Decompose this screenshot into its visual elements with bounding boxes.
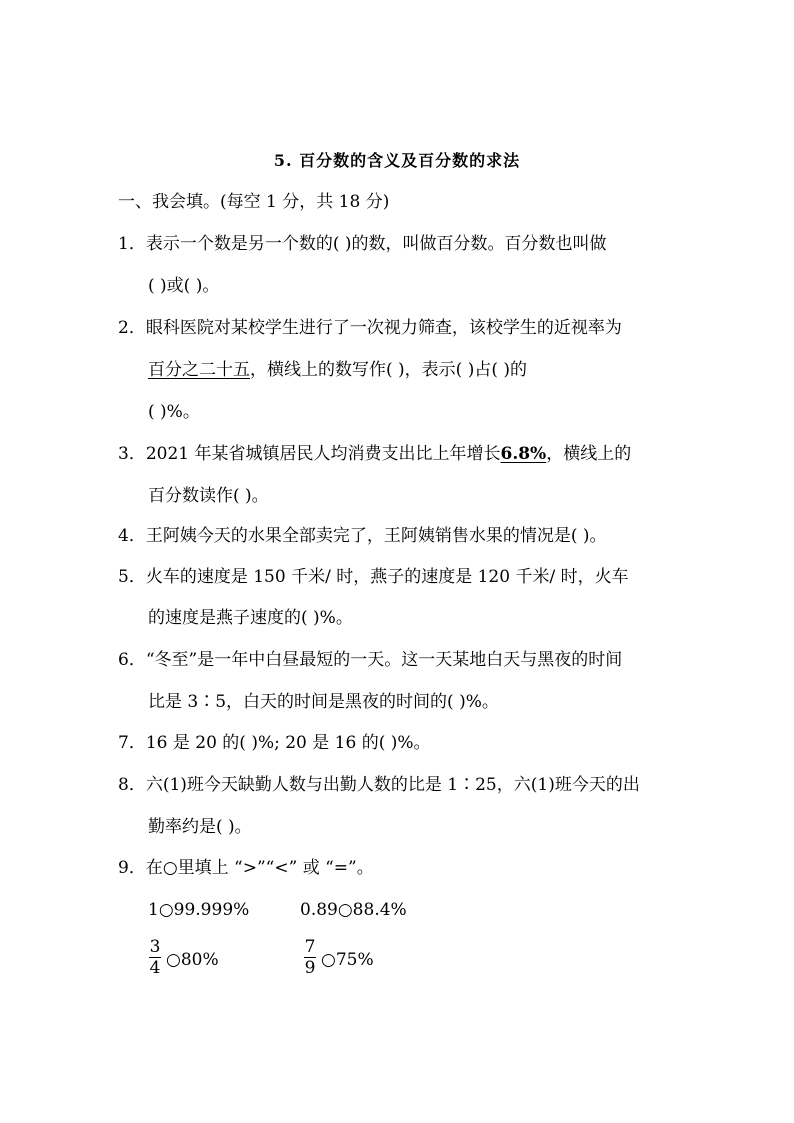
question-3-post: ，横线上的 — [546, 444, 632, 464]
compare-item-1: 1○99.999% — [148, 900, 250, 920]
question-2-line-3: ( )%。 — [148, 402, 200, 422]
page-title: 5. 百分数的含义及百分数的求法 — [273, 151, 521, 170]
fraction-numerator: 7 — [304, 937, 316, 957]
question-4-line-1: 4．王阿姨今天的水果全部卖完了，王阿姨销售水果的情况是( )。 — [118, 526, 607, 546]
question-3-line-2: 百分数读作( )。 — [148, 486, 269, 506]
question-3-line-1 — [118, 442, 631, 466]
question-7-line-1: 7．16 是 20 的( )%; 20 是 16 的( )%。 — [118, 733, 431, 753]
fraction-7-9 — [303, 937, 317, 978]
question-8-line-1: 8．六(1)班今天缺勤人数与出勤人数的比是 1∶25，六(1)班今天的出 — [118, 775, 640, 795]
question-2-line-2-rest: ，横线上的数写作( )，表示( )占( )的 — [250, 360, 528, 380]
question-6-line-2: 比是 3∶5，白天的时间是黑夜的时间的( )%。 — [148, 692, 499, 712]
question-8-line-2: 勤率约是( )。 — [148, 817, 252, 837]
underlined-phrase: 百分之二十五 — [148, 360, 250, 380]
question-9-line-1: 9．在○里填上 “>”“<” 或 “=”。 — [118, 858, 374, 878]
fraction-denominator: 4 — [149, 958, 161, 978]
underlined-percent: 6.8% — [500, 444, 547, 464]
question-2-line-2 — [148, 358, 527, 382]
question-5-line-2: 的速度是燕子速度的( )%。 — [148, 608, 353, 628]
compare-item-3: ○80% — [166, 950, 219, 970]
section-heading: 一、我会填。(每空 1 分，共 18 分) — [118, 192, 390, 212]
compare-item-4: ○75% — [321, 950, 374, 970]
compare-item-2: 0.89○88.4% — [300, 900, 407, 920]
question-3-pre: 3．2021 年某省城镇居民人均消费支出比上年增长 — [118, 444, 501, 464]
question-1-line-2: ( )或( )。 — [148, 276, 220, 296]
question-6-line-1: 6．“冬至”是一年中白昼最短的一天。这一天某地白天与黑夜的时间 — [118, 650, 623, 670]
fraction-numerator: 3 — [149, 937, 161, 957]
fraction-denominator: 9 — [304, 958, 316, 978]
question-1-line-1: 1．表示一个数是另一个数的( )的数，叫做百分数。百分数也叫做 — [118, 234, 607, 254]
question-5-line-1: 5．火车的速度是 150 千米/ 时，燕子的速度是 120 千米/ 时，火车 — [118, 567, 629, 587]
fraction-3-4 — [148, 937, 162, 978]
question-2-line-1: 2．眼科医院对某校学生进行了一次视力筛查，该校学生的近视率为 — [118, 318, 622, 338]
